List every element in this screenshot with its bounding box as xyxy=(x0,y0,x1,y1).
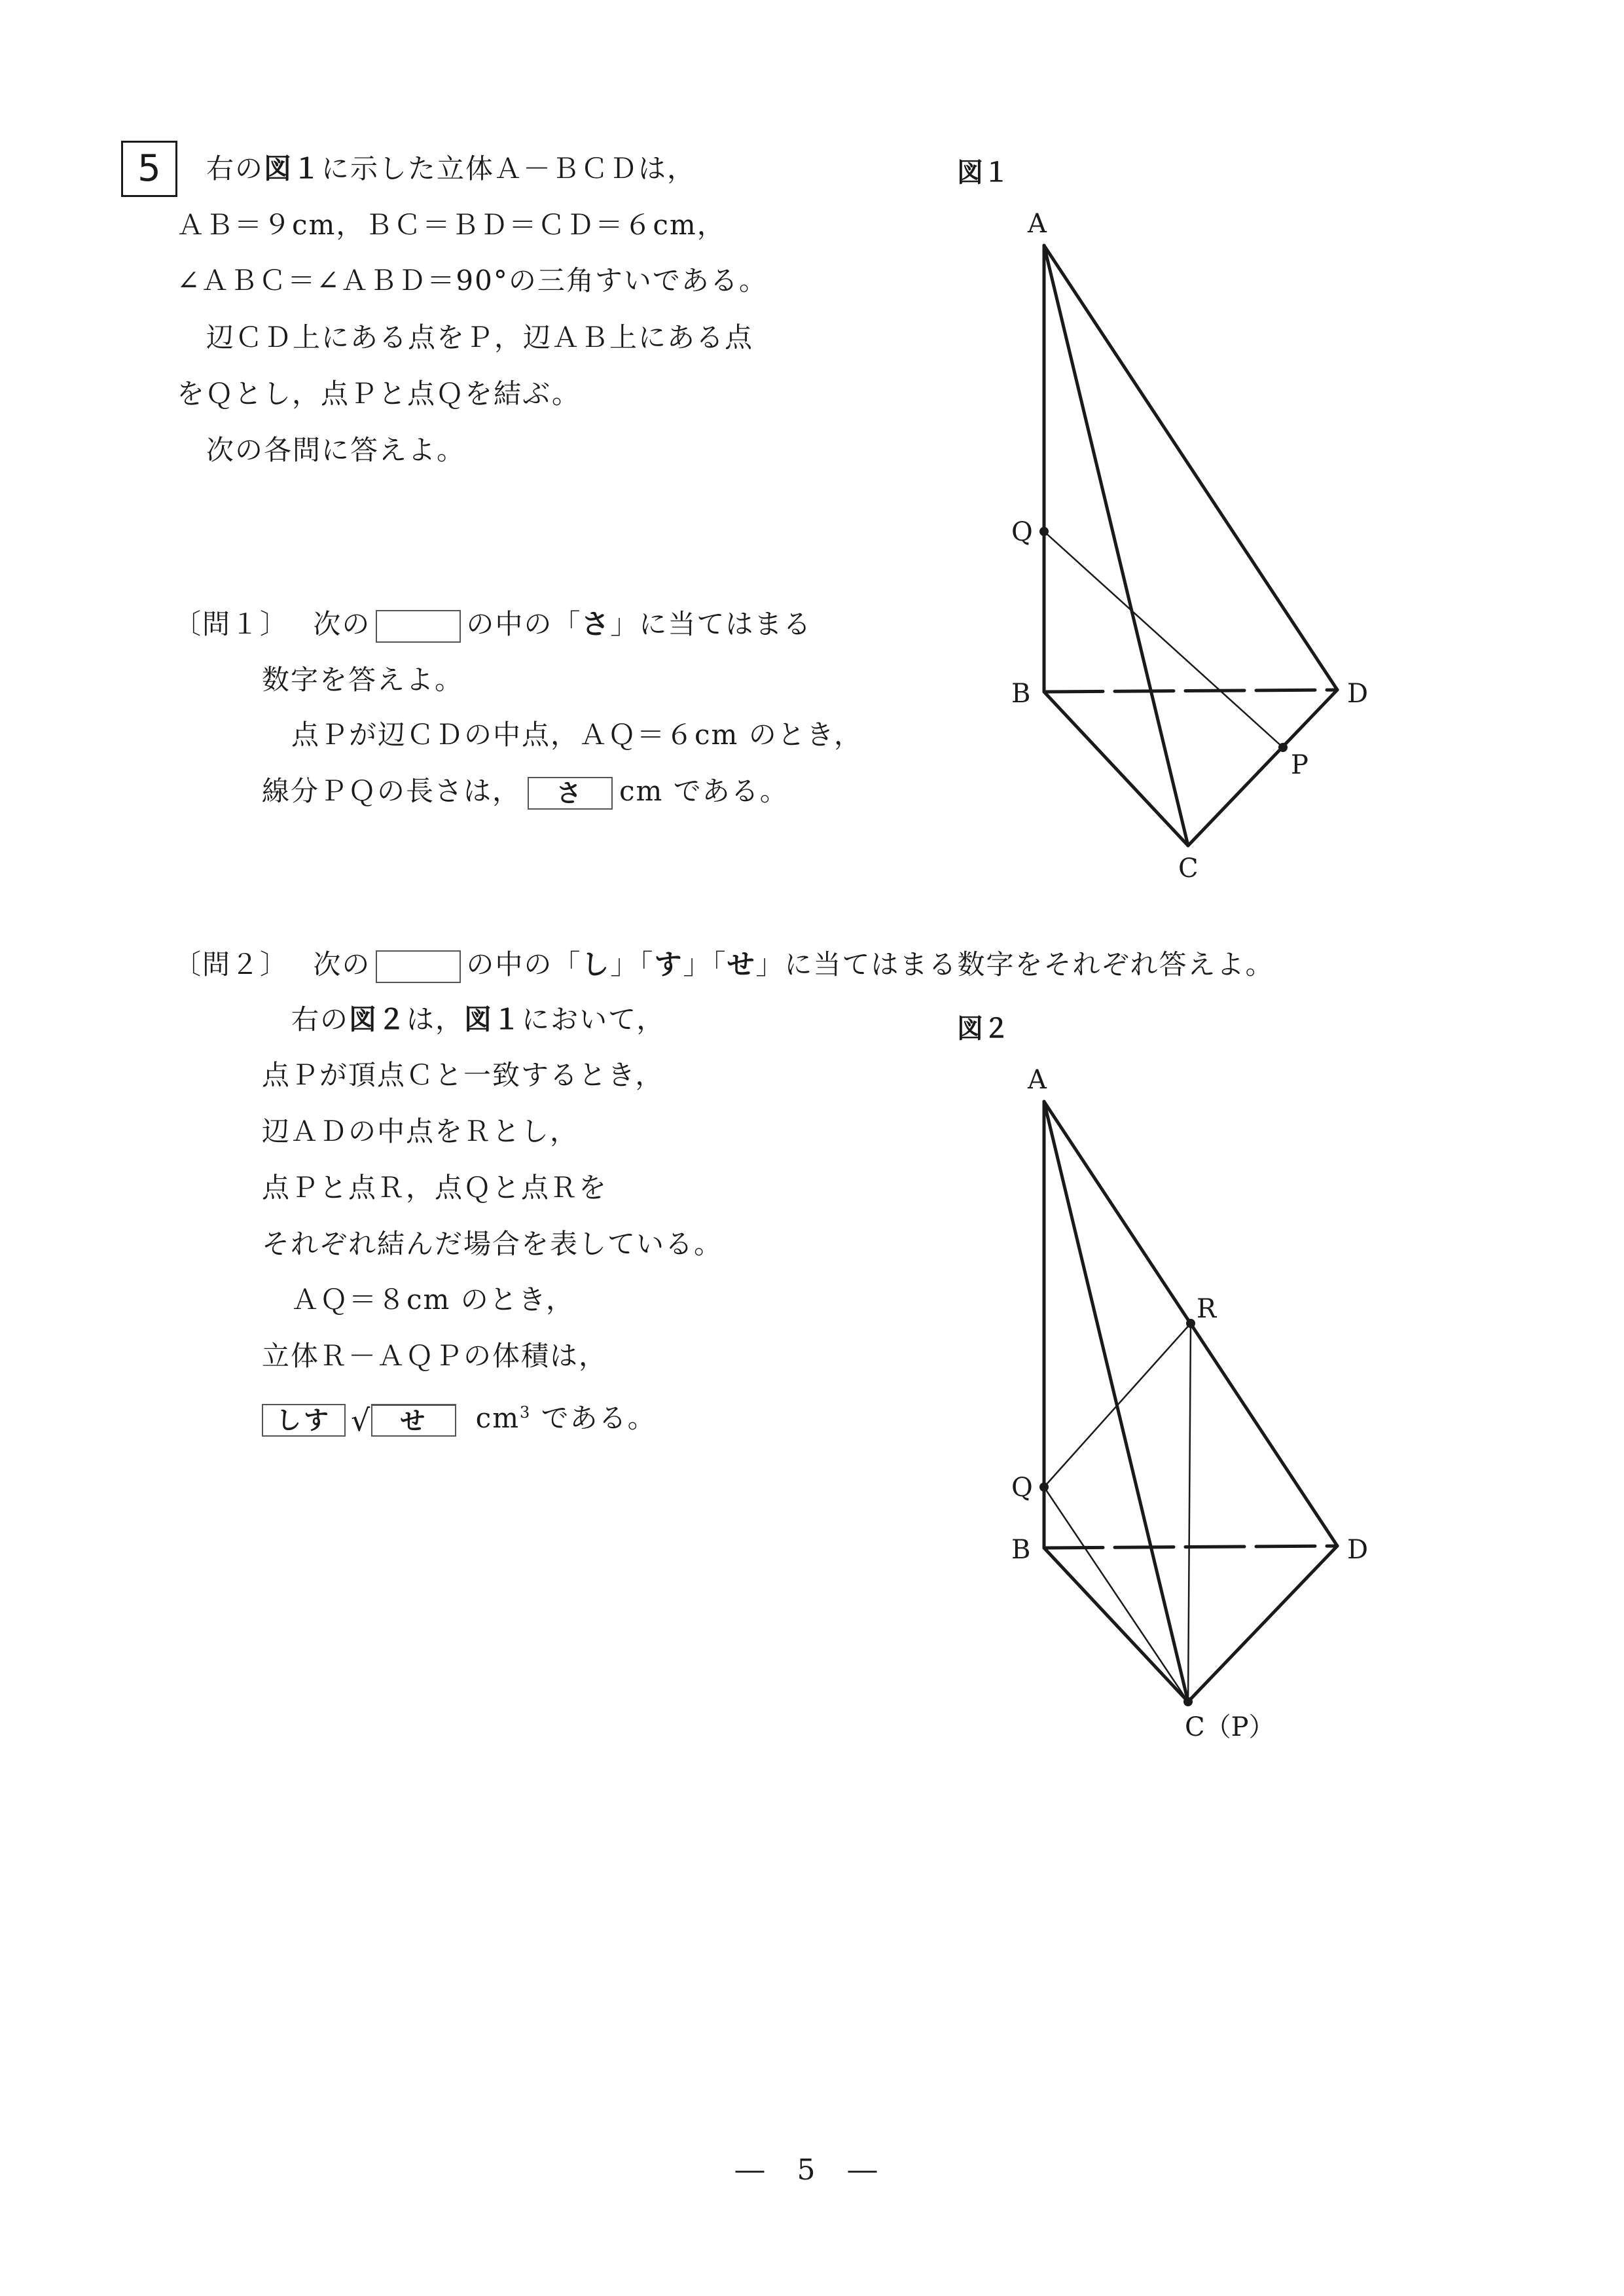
fig2-segment-QR xyxy=(1044,1323,1191,1487)
figure1-title: 図１ xyxy=(957,158,1009,188)
q2-l1a: 右の xyxy=(291,1003,350,1035)
fig1-label-D: D xyxy=(1347,679,1369,709)
fig2-edge-CD xyxy=(1188,1546,1337,1702)
q2-lead: 次の xyxy=(313,948,371,980)
intro-line-2: ＡＢ＝９cm，ＢＣ＝ＢＤ＝ＣＤ＝６cm， xyxy=(177,209,726,241)
q2-line-5: それぞれ結んだ場合を表している。 xyxy=(262,1228,723,1260)
fig1-edge-BD-hidden xyxy=(1044,690,1337,692)
q1-line-2: 数字を答えよ。 xyxy=(262,664,464,696)
q2-answer-box-se[interactable]: せ xyxy=(371,1404,456,1437)
fig2-edge-BC xyxy=(1044,1548,1188,1702)
q2-sep-1: 」「 xyxy=(610,948,655,980)
fig2-segment-QP xyxy=(1044,1487,1188,1702)
page-number: ― 5 ― xyxy=(735,2153,889,2187)
intro-line-6: 次の各問に答えよ。 xyxy=(206,434,466,466)
fig1-label-B: B xyxy=(1011,679,1031,709)
q1-line-3: 点Ｐが辺ＣＤの中点，ＡＱ＝６cm のとき， xyxy=(291,719,863,751)
q2-line-2: 点Ｐが頂点Ｃと一致するとき， xyxy=(262,1059,664,1091)
q2-key-1: し xyxy=(581,948,611,980)
fig1-edge-AC xyxy=(1044,245,1188,846)
fig1-edge-AD xyxy=(1044,245,1337,690)
fig1-label-A: A xyxy=(1028,209,1047,239)
fig2-label-A: A xyxy=(1028,1065,1047,1095)
fig2-point-C xyxy=(1183,1697,1193,1706)
fig1-segment-PQ xyxy=(1044,531,1283,747)
intro-fig1-ref: 図１ xyxy=(264,152,322,185)
fig2-label-B: B xyxy=(1011,1535,1031,1565)
intro-line-3: ∠ＡＢＣ＝∠ＡＢＤ＝90°の三角すいである。 xyxy=(177,264,768,296)
q2-key-2: す xyxy=(654,948,683,980)
q1-key: さ xyxy=(581,608,611,640)
intro-text-1: 右の図１に示した立体Ａ－ＢＣＤは， xyxy=(206,152,696,185)
fig2-label-R: R xyxy=(1197,1294,1217,1324)
figure2-title: 図２ xyxy=(957,1014,1009,1044)
q2-unit-exponent: 3 xyxy=(520,1403,532,1422)
fig2-segment-RP xyxy=(1188,1323,1191,1702)
q2-fig2-ref: 図２ xyxy=(349,1003,407,1035)
q2-key-3: せ xyxy=(727,948,756,980)
fig1-point-P xyxy=(1278,743,1288,752)
intro-line-4: 辺ＣＤ上にある点をＰ，辺ＡＢ上にある点 xyxy=(206,321,754,353)
fig2-label-Q: Q xyxy=(1011,1473,1033,1503)
q2-line-8-after: である。 xyxy=(541,1402,657,1434)
fig1-edge-BC xyxy=(1044,692,1188,846)
fig1-edge-CD xyxy=(1188,690,1337,846)
problem-number: 5 xyxy=(121,141,177,197)
q2-line-7: 立体Ｒ－ＡＱＰの体積は， xyxy=(262,1340,608,1372)
q2-unit: cm xyxy=(475,1402,520,1434)
q1-after-blank: の中の「 xyxy=(466,608,582,640)
q2-answer-box-shisu[interactable]: しす xyxy=(262,1404,346,1437)
sqrt-icon: √ xyxy=(351,1403,372,1438)
q2-after-keys: 」に当てはまる数字をそれぞれ答えよ。 xyxy=(755,948,1274,980)
q2-line-6: ＡＱ＝８cm のとき， xyxy=(291,1283,575,1316)
q2-l1c: は， xyxy=(406,1003,465,1035)
fig1-label-C: C xyxy=(1178,853,1199,884)
q2-line-3: 辺ＡＤの中点をＲとし， xyxy=(262,1115,579,1147)
q2-label: 〔問２〕 xyxy=(173,948,289,980)
fig2-edge-AC xyxy=(1044,1102,1188,1702)
q1-answer-box[interactable]: さ xyxy=(528,777,613,810)
q2-sep-2: 」「 xyxy=(683,948,727,980)
q2-l1e: において， xyxy=(522,1003,666,1035)
fig1-label-P: P xyxy=(1291,750,1308,780)
q1-after-key: 」に当てはまる xyxy=(610,608,812,640)
fig2-label-D: D xyxy=(1347,1535,1369,1565)
intro-line-5: をＱとし，点Ｐと点Ｑを結ぶ。 xyxy=(177,378,581,410)
q2-line-4: 点Ｐと点Ｒ，点Ｑと点Ｒを xyxy=(262,1172,608,1204)
q1-line-4-before: 線分ＰＱの長さは， xyxy=(262,775,522,807)
fig2-point-R xyxy=(1186,1319,1195,1328)
q1-label: 〔問１〕 xyxy=(173,608,289,640)
q1-line-4-after: cm である。 xyxy=(619,775,789,807)
figure2-diagram xyxy=(1039,1102,1337,1706)
q1-lead: 次の xyxy=(313,608,371,640)
fig2-point-Q xyxy=(1039,1482,1049,1492)
q2-after-blank: の中の「 xyxy=(466,948,582,980)
q2-fig1-ref: 図１ xyxy=(464,1003,522,1035)
fig2-label-CP: C（P） xyxy=(1185,1712,1275,1742)
fig1-point-Q xyxy=(1039,527,1049,536)
fig1-label-Q: Q xyxy=(1011,517,1033,547)
fig2-edge-BD-hidden xyxy=(1044,1546,1337,1548)
